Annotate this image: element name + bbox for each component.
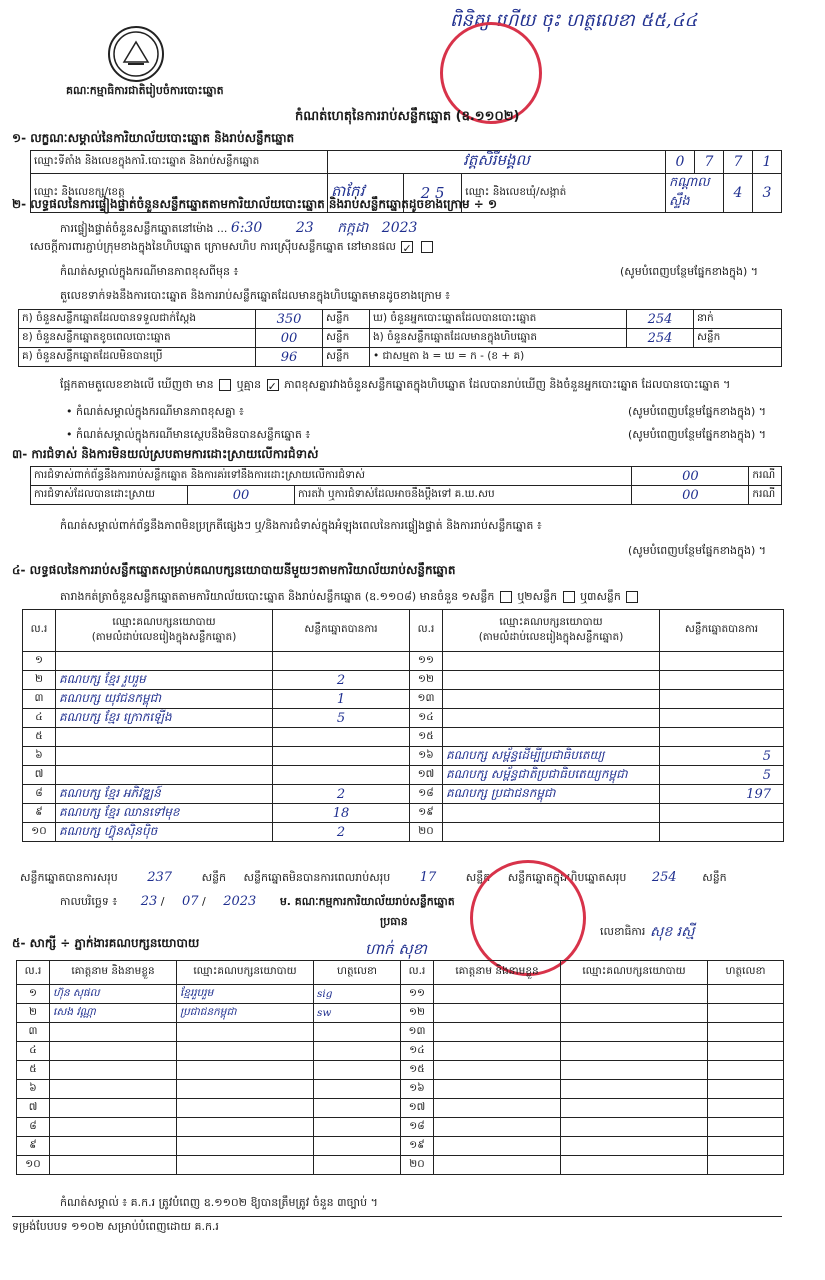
- witness-name: [434, 985, 561, 1004]
- verify-time: 6:30: [230, 220, 263, 236]
- ballot-count-row: [19, 348, 782, 367]
- tally-sheet-count: តារាងកត់ត្រាចំនួនសន្លឹកឆ្នោតតាមការិយាល័យបោះឆ្នោត និងរាប់សន្លឹកឆ្នោត (ឧ.១១០៨) មានចំនួន ១សន្លឹក: [60, 590, 495, 603]
- witness-party: [177, 1099, 314, 1118]
- org-name: គណៈកម្មាធិការជាតិរៀបចំការបោះឆ្នោត: [66, 84, 224, 97]
- row-number: ៧: [17, 1099, 50, 1118]
- col-no: ល.រ: [410, 610, 443, 652]
- witness-row: [17, 1004, 784, 1023]
- checked-box: ✓: [267, 380, 277, 393]
- empty-box: [626, 591, 638, 603]
- checked-box: ✓: [402, 242, 412, 255]
- col-votes: សន្លឹកឆ្នោតបានការ: [660, 610, 784, 652]
- vote-count: 197: [660, 785, 784, 804]
- section5-title: ៥- សាក្សី ÷ ភ្នាក់ងារគណបក្សនយោបាយ: [12, 936, 200, 950]
- row-number: ៣: [23, 690, 56, 709]
- date-label: កាលបរិច្ឆេទ ៖: [60, 895, 118, 908]
- objection-table: [30, 466, 782, 505]
- row-number: ៤: [17, 1042, 50, 1061]
- row-number: ២: [17, 1004, 50, 1023]
- witness-row: [17, 1023, 784, 1042]
- witness-name: [434, 1004, 561, 1023]
- witness-signature: [708, 1004, 784, 1023]
- witness-signature: [314, 1080, 401, 1099]
- row-number: ២: [23, 671, 56, 690]
- witness-name: សេង វណ្ណា: [50, 1004, 177, 1023]
- witness-row: [17, 1137, 784, 1156]
- party-name: គណបក្ស ខ្មែរ រួបរួម: [56, 671, 273, 690]
- witness-name: [50, 1023, 177, 1042]
- location-digit: 7: [695, 151, 724, 174]
- section3-fill-note: (សូមបំពេញបន្ថែមផ្នែកខាងក្នុង) ។: [628, 544, 767, 557]
- witness-party: [561, 1118, 708, 1137]
- ballot-count-row: [19, 310, 782, 329]
- witness-signature: [708, 1137, 784, 1156]
- row-number: ១៩: [410, 804, 443, 823]
- appeal-value: 00: [632, 486, 749, 505]
- row-number: ១៥: [401, 1061, 434, 1080]
- row-number: ៥: [17, 1061, 50, 1080]
- total-valid-label: សន្លឹកឆ្នោតបានការសរុប: [20, 871, 118, 884]
- objection-value: 00: [632, 467, 749, 486]
- ballot-count-unit: សន្លឹក: [323, 329, 370, 348]
- empty-box: [219, 379, 231, 391]
- vote-row: [23, 747, 784, 766]
- verify-month: កក្កដា: [337, 220, 369, 236]
- col-party: [56, 610, 273, 652]
- province-label: ឈ្មោះ និងលេខក្ស/ខេត្ត: [31, 174, 328, 213]
- party-name: [443, 823, 660, 842]
- vote-row: [23, 690, 784, 709]
- col-party: [443, 610, 660, 652]
- col-no: ល.រ: [17, 961, 50, 985]
- vote-count: [273, 747, 410, 766]
- commune-label: ឈ្មោះ និងលេខឃុំ/សង្កាត់: [462, 174, 666, 213]
- witness-row: [17, 1042, 784, 1061]
- witness-name: [434, 1023, 561, 1042]
- appeal-unit: ករណី: [749, 486, 782, 505]
- vote-row: [23, 652, 784, 671]
- witness-party: [177, 1042, 314, 1061]
- vote-count: 5: [660, 766, 784, 785]
- witness-party: [177, 1156, 314, 1175]
- vote-row: [23, 671, 784, 690]
- vote-count: [660, 823, 784, 842]
- col-name: គោត្តនាម និងនាមខ្លួន: [50, 961, 177, 985]
- row-number: ៩: [23, 804, 56, 823]
- witness-party: [561, 1156, 708, 1175]
- total-invalid-unit: សន្លឹក: [465, 871, 491, 884]
- witness-party: [561, 1080, 708, 1099]
- row-number: ១៤: [401, 1042, 434, 1061]
- row-number: ១៦: [410, 747, 443, 766]
- witness-name: [50, 1061, 177, 1080]
- witness-signature: [314, 1042, 401, 1061]
- witness-name: [50, 1099, 177, 1118]
- row-number: ១៧: [410, 766, 443, 785]
- section2-title: ២- លទ្ធផលនៃការផ្ទៀងផ្ទាត់ចំនួនសន្លឹកឆ្នោតតាមការិយាល័យបោះឆ្នោត និងរាប់សន្លឹកឆ្នោតដូចខាងក្រោម ÷ ១: [12, 197, 498, 211]
- location-value: វត្តសិរីមង្គល: [328, 151, 666, 174]
- party-name: [443, 804, 660, 823]
- national-emblem-icon: [108, 26, 164, 82]
- witness-row: [17, 1099, 784, 1118]
- row-number: ១២: [410, 671, 443, 690]
- party-name: [443, 709, 660, 728]
- witness-party: [561, 1061, 708, 1080]
- witness-row: [17, 985, 784, 1004]
- witness-name: [434, 1118, 561, 1137]
- ballot-count-table: [18, 309, 782, 367]
- witness-signature: [708, 985, 784, 1004]
- ballot-count-label: ក) ចំនួនសន្លឹកឆ្នោតដែលបានទទួលជាក់ស្តែង: [19, 310, 256, 329]
- vote-count: [660, 671, 784, 690]
- chair-label: ប្រធាន: [380, 915, 408, 928]
- discrepancy-line: [60, 378, 730, 394]
- party-name: [56, 652, 273, 671]
- vote-count: [273, 652, 410, 671]
- vote-count: 5: [273, 709, 410, 728]
- row-number: ១៦: [401, 1080, 434, 1099]
- vote-count: [660, 652, 784, 671]
- objection-label: ការជំទាស់ពាក់ព័ន្ធនឹងការរាប់សន្លឹកឆ្នោត និងការគរ់ទៅនឹងការដោះស្រាយលើការជំទាស់: [31, 467, 632, 486]
- row-number: ១៣: [401, 1023, 434, 1042]
- row-number: ២០: [401, 1156, 434, 1175]
- date-day: 23: [140, 894, 158, 909]
- vote-count: [273, 766, 410, 785]
- resolved-label: ការជំទាស់ដែលបានដោះស្រាយ: [31, 486, 188, 505]
- ballot-count-value: 00: [256, 329, 323, 348]
- seal-check-label: សេចក្តីការពារភ្ជាប់ក្រុមខាងក្នុងនៃហិបឆ្នោត ក្រោមសហិប ការស្រ៊ើបសន្លឹកឆ្នោត នៅមានផល: [30, 240, 396, 253]
- ballot-count-label: ខ) ចំនួនសន្លឹកឆ្នោតខូចពេលបោះឆ្នោត: [19, 329, 256, 348]
- party-name: គណបក្ស យុវជនកម្ពុជា: [56, 690, 273, 709]
- row-number: ៦: [17, 1080, 50, 1099]
- row-number: ១៥: [410, 728, 443, 747]
- party-name: [443, 671, 660, 690]
- province-code: 2 5: [404, 174, 462, 213]
- date-month: 07: [181, 894, 199, 909]
- witness-signature: [708, 1042, 784, 1061]
- col-party: ឈ្មោះគណបក្សនយោបាយ: [177, 961, 314, 985]
- footnote: កំណត់សម្គាល់ ៖ គ.ក.រ ត្រូវបំពេញ ឧ.១១០២ ឱ្យបានត្រឹមត្រូវ ចំនួន ៣ច្បាប់ ។: [60, 1196, 378, 1209]
- witness-signature: [708, 1156, 784, 1175]
- row-number: ១១: [410, 652, 443, 671]
- commune-value: កណ្តាលស្ទឹង: [666, 174, 724, 213]
- col-sig: ហត្ថលេខា: [708, 961, 784, 985]
- discrepancy-note: • កំណត់សម្គាល់ក្នុងករណីមានភាពខុសគ្នា ៖: [66, 405, 244, 418]
- discrepancy-fill-note: (សូមបំពេញបន្ថែមផ្នែកខាងក្នុង) ។: [628, 405, 767, 418]
- witness-signature: [314, 1118, 401, 1137]
- ballot-count-label: គ) ចំនួនសន្លឹកឆ្នោតដែលមិនបានប្រើ: [19, 348, 256, 367]
- party-name: គណបក្ស ខ្មែរ ក្រោកឡើង: [56, 709, 273, 728]
- ballot-count-unit: នាក់: [694, 310, 782, 329]
- verify-time-line: [60, 218, 417, 239]
- totals-line: [20, 870, 727, 887]
- vote-count: [273, 728, 410, 747]
- col-party-sub: (តាមលំដាប់លេខរៀងក្នុងសន្លឹកឆ្នោត): [478, 630, 624, 643]
- total-invalid-value: 17: [419, 870, 437, 885]
- objection-unit: ករណី: [749, 467, 782, 486]
- vote-row: [23, 785, 784, 804]
- witness-signature: sw: [314, 1004, 401, 1023]
- row-number: ១: [23, 652, 56, 671]
- ballot-count-unit: សន្លឹក: [323, 310, 370, 329]
- party-name: គណបក្ស ប្រជាជនកម្ពុជា: [443, 785, 660, 804]
- row-number: ១: [17, 985, 50, 1004]
- witness-signature: [708, 1118, 784, 1137]
- missing-ballot-fill-note: (សូមបំពេញបន្ថែមផ្នែកខាងក្នុង) ។: [628, 428, 767, 441]
- row-number: ១៨: [401, 1118, 434, 1137]
- total-valid-value: 237: [147, 870, 173, 885]
- col-party-sub: (តាមលំដាប់លេខរៀងក្នុងសន្លឹកឆ្នោត): [91, 630, 237, 643]
- witness-signature: sig: [314, 985, 401, 1004]
- witness-signature: [314, 1023, 401, 1042]
- witness-party: [561, 1137, 708, 1156]
- witness-name: [434, 1137, 561, 1156]
- verify-year: 2023: [381, 220, 418, 236]
- row-number: ១៩: [401, 1137, 434, 1156]
- witness-name: ហ៊ុន សុផល: [50, 985, 177, 1004]
- witness-row: [17, 1156, 784, 1175]
- party-name: [56, 747, 273, 766]
- col-sig: ហត្ថលេខា: [314, 961, 401, 985]
- witness-signature: [708, 1099, 784, 1118]
- secretary-name: សុខ រស្មី: [650, 924, 695, 940]
- appeal-label: ការតវ៉ា ឬការជំទាស់ដែលអាចនឹងប្តឹងទៅ គ.ឃ.សប: [295, 486, 632, 505]
- seal-check-line: [30, 240, 435, 256]
- witness-party: ខ្មែររួបរួម: [177, 985, 314, 1004]
- secretary-label: លេខាធិការ: [600, 925, 646, 938]
- total-valid-unit: សន្លឹក: [201, 871, 227, 884]
- witness-name: [434, 1099, 561, 1118]
- vote-row: [23, 823, 784, 842]
- vote-count: [660, 690, 784, 709]
- total-box-label: សន្លឹកឆ្នោតក្នុងហិបឆ្នោតសរុប: [507, 871, 627, 884]
- col-no: ល.រ: [401, 961, 434, 985]
- commune-digit: 3: [753, 174, 782, 213]
- col-party: ឈ្មោះគណបក្សនយោបាយ: [561, 961, 708, 985]
- witness-party: [177, 1080, 314, 1099]
- total-box-unit: សន្លឹក: [702, 871, 727, 884]
- date-year: 2023: [223, 894, 257, 909]
- province-value: តាកែវ: [328, 174, 404, 213]
- row-number: ២០: [410, 823, 443, 842]
- party-name: គណបក្ស សម្ព័ន្ធជាតិប្រជាធិបតេយ្យកម្ពុជា: [443, 766, 660, 785]
- party-name: [56, 728, 273, 747]
- discrepancy-label3: ភាពខុសគ្នារវាងចំនួនសន្លឹកឆ្នោតក្នុងហិបឆ្នោត ដែលបានរាប់ឃើញ និងចំនួនអ្នកបោះឆ្នោត ដែលបានបោះឆ្នោត ។: [284, 378, 731, 391]
- row-number: ៥: [23, 728, 56, 747]
- row-number: ៨: [17, 1118, 50, 1137]
- ballot-count-value: 254: [627, 310, 694, 329]
- vote-row: [23, 766, 784, 785]
- verify-day: 23: [295, 220, 314, 236]
- party-name: គណបក្ស ខ្មែរ ឈានទៅមុខ: [56, 804, 273, 823]
- ballot-count-unit: សន្លឹក: [694, 329, 782, 348]
- tally-sheet-count2: ឬ២សន្លឹក: [517, 590, 558, 603]
- section2-note: កំណត់សម្គាល់ក្នុងករណីមានភាពខុសពីមុន ៖: [60, 265, 239, 278]
- vote-row: [23, 804, 784, 823]
- total-box-value: 254: [651, 870, 677, 885]
- witness-party: ប្រជាជនកម្ពុជា: [177, 1004, 314, 1023]
- witness-name: [434, 1080, 561, 1099]
- row-number: ៨: [23, 785, 56, 804]
- footer-divider: [12, 1216, 782, 1217]
- witness-row: [17, 1118, 784, 1137]
- discrepancy-label2: ឬគ្មាន: [236, 378, 262, 391]
- ballot-count-unit: សន្លឹក: [323, 348, 370, 367]
- row-number: ១៤: [410, 709, 443, 728]
- location-digit: 1: [753, 151, 782, 174]
- form-footer: ទម្រង់បែបបទ ១១០២ សម្រាប់បំពេញដោយ គ.ក.រ: [12, 1220, 219, 1233]
- ballot-count-value: 350: [256, 310, 323, 329]
- empty-box: [421, 241, 433, 253]
- section2-table-intro: តួលេខទាក់ទងនឹងការបោះឆ្នោត និងការរាប់សន្លឹកឆ្នោតដែលមានក្នុងហិបឆ្នោតមានដូចខាងក្រោម ៖: [60, 289, 451, 302]
- ballot-count-label: ង) ចំនួនសន្លឹកឆ្នោតដែលមានក្នុងហិបឆ្នោត: [370, 329, 627, 348]
- witness-signature: [314, 1099, 401, 1118]
- ballot-formula: • ជាសម្មតា ង = ឃ = ក - (ខ + គ): [370, 348, 782, 367]
- handwritten-top-note: ពិនិត្យ ហើយ ចុះ ហត្ថលេខា ៥៥,៤៤: [450, 10, 698, 31]
- vote-row: [23, 709, 784, 728]
- section3-note: កំណត់សម្គាល់ពាក់ព័ន្ធនឹងភាពមិនប្រក្រតីផ្សេងៗ ឬ/និងការជំទាស់ក្នុងអំឡុងពេលនៃការផ្ទៀងផ្ទាត់ និងការរាប់សន្លឹកឆ្នោត ៖: [60, 519, 542, 532]
- row-number: ៣: [17, 1023, 50, 1042]
- vote-count: 2: [273, 785, 410, 804]
- row-number: ៩: [17, 1137, 50, 1156]
- witness-name: [50, 1137, 177, 1156]
- ballot-count-label: ឃ) ចំនួនអ្នកបោះឆ្នោតដែលបានបោះឆ្នោត: [370, 310, 627, 329]
- witness-row: [17, 1061, 784, 1080]
- ballot-count-row: [19, 329, 782, 348]
- verify-time-label: ការផ្ទៀងផ្ទាត់ចំនួនសន្លឹកឆ្នោតនៅម៉ោង ...: [60, 222, 228, 235]
- witness-signature: [708, 1080, 784, 1099]
- vote-row: [23, 728, 784, 747]
- party-name: គណបក្ស ហ៊្វុនស៊ិនប៉ិច: [56, 823, 273, 842]
- witness-name: [50, 1042, 177, 1061]
- witness-name: [434, 1042, 561, 1061]
- col-party-label: ឈ្មោះគណបក្សនយោបាយ: [499, 615, 603, 628]
- party-name: [443, 728, 660, 747]
- location-label: ឈ្មោះទីតាំង និងលេខក្នុងការិ.បោះឆ្នោត និងរាប់សន្លឹកឆ្នោត: [31, 151, 328, 174]
- form-title: កំណត់ហេតុនៃការរាប់សន្លឹកឆ្នោត (ឧ.១១០២): [295, 109, 520, 124]
- witness-name: [50, 1080, 177, 1099]
- witness-signature: [314, 1156, 401, 1175]
- witness-row: [17, 1080, 784, 1099]
- discrepancy-label: ផ្អែកតាមតួលេខខាងលើ ឃើញថា មាន: [60, 378, 214, 391]
- col-votes: សន្លឹកឆ្នោតបានការ: [273, 610, 410, 652]
- row-number: ៤: [23, 709, 56, 728]
- col-party-label: ឈ្មោះគណបក្សនយោបាយ: [112, 615, 216, 628]
- row-number: ១០: [23, 823, 56, 842]
- commune-digit: 4: [724, 174, 753, 213]
- vote-results-table: [22, 609, 784, 842]
- location-digit: 7: [724, 151, 753, 174]
- section3-title: ៣- ការជំទាស់ និងការមិនយល់ស្របតាមការដោះស្រាយលើការជំទាស់: [12, 447, 319, 461]
- location-digit: 0: [666, 151, 695, 174]
- witness-name: [50, 1156, 177, 1175]
- date-line: កាលបរិច្ឆេទ ៖ 23 / 07 / 2023 ម. គណៈកម្មការការិយាល័យរាប់សន្លឹកឆ្នោត: [60, 894, 455, 909]
- row-number: ៧: [23, 766, 56, 785]
- party-name: [443, 652, 660, 671]
- ballot-count-value: 254: [627, 329, 694, 348]
- committee-label: ម. គណៈកម្មការការិយាល័យរាប់សន្លឹកឆ្នោត: [279, 895, 455, 908]
- witness-signature: [708, 1023, 784, 1042]
- vote-count: [660, 709, 784, 728]
- section2-fill-note: (សូមបំពេញបន្ថែមផ្នែកខាងក្នុង) ។: [620, 265, 759, 278]
- vote-count: [660, 804, 784, 823]
- empty-box: [563, 591, 575, 603]
- witness-party: [561, 985, 708, 1004]
- vote-count: [660, 728, 784, 747]
- witness-signature: [314, 1061, 401, 1080]
- section1-title: ១- លក្ខណៈសម្គាល់នៃការិយាល័យបោះឆ្នោត និងរាប់សន្លឹកឆ្នោត: [12, 131, 295, 145]
- witness-party: [177, 1023, 314, 1042]
- vote-count: 2: [273, 823, 410, 842]
- empty-box: [500, 591, 512, 603]
- col-name: គោត្តនាម និងនាមខ្លួន: [434, 961, 561, 985]
- witness-party: [561, 1004, 708, 1023]
- witness-name: [434, 1156, 561, 1175]
- row-number: ១៧: [401, 1099, 434, 1118]
- witness-signature: [708, 1061, 784, 1080]
- party-name: គណបក្ស ខ្មែរ អភិវឌ្ឍន៍: [56, 785, 273, 804]
- missing-ballot-note: • កំណត់សម្គាល់ក្នុងករណីមានស្ថេបនឹងមិនបានសន្លឹកឆ្នោត ៖: [66, 428, 311, 441]
- total-invalid-label: សន្លឹកឆ្នោតមិនបានការពេលរាប់សរុប: [243, 871, 391, 884]
- witness-party: [561, 1042, 708, 1061]
- witness-party: [561, 1023, 708, 1042]
- col-no: ល.រ: [23, 610, 56, 652]
- party-name: គណបក្ស សម្ព័ន្ធដើម្បីប្រជាធិបតេយ្យ: [443, 747, 660, 766]
- party-name: [56, 766, 273, 785]
- witness-party: [177, 1118, 314, 1137]
- row-number: ១៣: [410, 690, 443, 709]
- vote-count: 18: [273, 804, 410, 823]
- ballot-count-value: 96: [256, 348, 323, 367]
- vote-count: 1: [273, 690, 410, 709]
- witness-party: [177, 1137, 314, 1156]
- vote-count: 5: [660, 747, 784, 766]
- witness-signature: [314, 1137, 401, 1156]
- tally-sheet-count3: ឬ៣សន្លឹក: [580, 590, 621, 603]
- witness-table: [16, 960, 784, 1175]
- section4-intro: [60, 590, 640, 606]
- witness-name: [434, 1061, 561, 1080]
- section4-title: ៤- លទ្ធផលនៃការរាប់សន្លឹកឆ្នោតសម្រាប់គណបក្សនយោបាយនីមួយៗតាមការិយាល័យរាប់សន្លឹកឆ្នោត: [12, 563, 456, 577]
- row-number: ៦: [23, 747, 56, 766]
- witness-name: [50, 1118, 177, 1137]
- chair-name: ហាក់ សុខា: [365, 940, 427, 958]
- row-number: ១០: [17, 1156, 50, 1175]
- row-number: ១២: [401, 1004, 434, 1023]
- witness-party: [177, 1061, 314, 1080]
- row-number: ១១: [401, 985, 434, 1004]
- resolved-value: 00: [188, 486, 295, 505]
- row-number: ១៨: [410, 785, 443, 804]
- official-seal-bottom: [470, 860, 586, 976]
- witness-party: [561, 1099, 708, 1118]
- vote-count: 2: [273, 671, 410, 690]
- party-name: [443, 690, 660, 709]
